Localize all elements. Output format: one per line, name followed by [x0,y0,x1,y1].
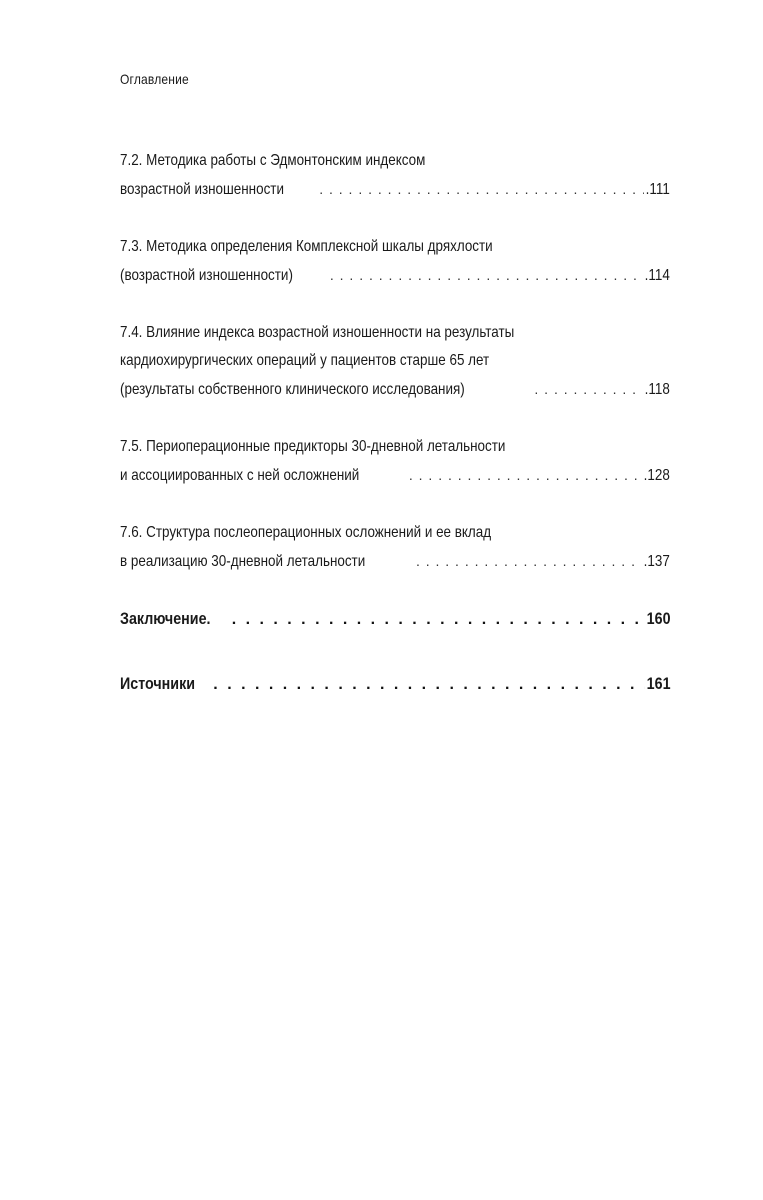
toc-entry-7-2[interactable] [120,147,675,204]
dot-leader [209,671,644,699]
dot-leader [228,606,645,634]
toc-entry-7-6[interactable] [120,519,675,576]
dot-leader [530,375,643,403]
toc-entry-text: 7.6. Структура послеоперационных осложнений и ее вклад [120,524,492,541]
table-of-contents [120,147,675,735]
dot-leader [412,547,642,575]
toc-entry-text: (возрастной изношенности) [120,267,293,284]
toc-entry-text: 7.5. Периоперационные предикторы 30-дневной летальности [120,438,506,455]
page-number: .118 [644,381,670,398]
page-number: .137 [643,553,670,570]
toc-entry-text: 7.3. Методика определения Комплексной шкалы дряхлости [120,238,493,255]
page-number: 161 [646,674,671,693]
page-number: .114 [644,267,670,284]
page-number: .111 [645,181,671,198]
toc-entry-text: кардиохирургических операций у пациентов старше 65 лет [120,352,490,369]
toc-entry-text: Источники [120,674,196,693]
toc-entry-text: и ассоциированных с ней осложнений [120,467,360,484]
toc-entry-7-4[interactable] [120,319,675,404]
toc-entry-7-3[interactable] [120,233,675,290]
toc-entry-text: 7.4. Влияние индекса возрастной изношенности на результаты [120,324,515,341]
dot-leader [315,175,644,203]
toc-entry-text: в реализацию 30-дневной летальности [120,553,366,570]
page-number: 160 [646,609,671,628]
dot-leader [326,261,643,289]
toc-entry-text: (результаты собственного клинического исследования) [120,381,465,398]
running-head: Оглавление [120,71,189,87]
toc-page [120,0,675,1200]
dot-leader [405,461,642,489]
toc-entry-conclusion[interactable] [120,605,675,634]
toc-entry-text: возрастной изношенности [120,181,284,198]
toc-entry-text: 7.2. Методика работы с Эдмонтонским индексом [120,152,426,169]
toc-entry-sources[interactable] [120,670,675,699]
page-number: .128 [643,467,670,484]
toc-entry-text: Заключение. [120,609,211,628]
toc-entry-7-5[interactable] [120,433,675,490]
